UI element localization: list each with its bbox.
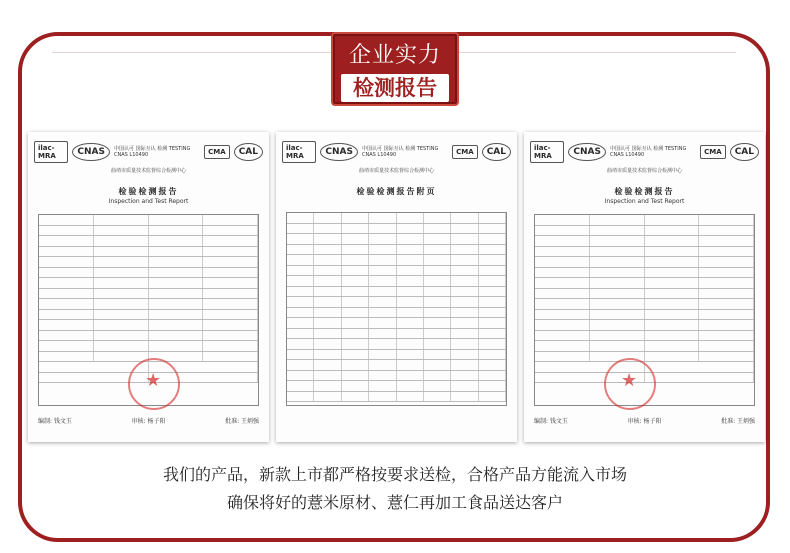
- signature-reviewed: 审核: 杨子阳: [131, 418, 166, 425]
- ilac-logo: ilac-MRA: [282, 141, 316, 163]
- caption-line-2: 确保将好的薏米原材、薏仁再加工食品送达客户: [226, 493, 563, 512]
- logo-row: [530, 138, 759, 166]
- cma-logo: CMA: [204, 145, 230, 159]
- table-row: [39, 331, 258, 342]
- table-row: [287, 276, 506, 287]
- table-row: [287, 360, 506, 371]
- table-row: [39, 299, 258, 310]
- signature-reviewed: 审核: 杨子阳: [627, 418, 662, 425]
- table-row: [287, 287, 506, 298]
- table-row: [287, 224, 506, 235]
- ilac-logo: ilac-MRA: [530, 141, 564, 163]
- lab-name: 曲靖市质量技术监督综合检测中心: [358, 168, 434, 174]
- signature-compiled: 编制: 钱文玉: [38, 418, 72, 425]
- table-row: [39, 320, 258, 331]
- report-subtitle: Inspection and Test Report: [108, 198, 189, 205]
- test-report-document-1: [28, 132, 269, 442]
- ilac-logo: ilac-MRA: [34, 141, 68, 163]
- cma-logo: CMA: [452, 145, 478, 159]
- table-row: [535, 299, 754, 310]
- table-row: [535, 215, 754, 226]
- table-row: [39, 310, 258, 321]
- table-row: [535, 352, 754, 363]
- table-row: [287, 255, 506, 266]
- table-row: [287, 234, 506, 245]
- table-row: [287, 297, 506, 308]
- table-row: [535, 289, 754, 300]
- table-row: [535, 257, 754, 268]
- signature-compiled: 编制: 钱文玉: [534, 418, 568, 425]
- signature-row: [534, 416, 755, 428]
- table-row: [39, 236, 258, 247]
- table-row: [535, 341, 754, 352]
- banner-subtitle: 检测报告: [341, 74, 449, 102]
- cnas-logo: CNAS: [72, 143, 110, 161]
- report-subtitle: Inspection and Test Report: [604, 198, 685, 205]
- report-title: 检验检测报告: [614, 187, 675, 196]
- cnas-logo: CNAS: [320, 143, 358, 161]
- table-row: [39, 226, 258, 237]
- report-title: 检验检测报告: [118, 187, 179, 196]
- report-title: 检验检测报告附页: [356, 187, 437, 196]
- table-row: [287, 381, 506, 392]
- table-row: [39, 278, 258, 289]
- table-row: [287, 392, 506, 403]
- section-banner: [331, 32, 459, 106]
- accreditation-text: 中国认可 国际互认 检测 TESTING CNAS L10490: [610, 146, 687, 158]
- table-row: [535, 247, 754, 258]
- signature-approved: 批准: 王炳强: [721, 418, 755, 425]
- signature-row: [38, 416, 259, 428]
- table-row: [287, 245, 506, 256]
- table-row: [287, 318, 506, 329]
- test-report-document-3: [524, 132, 765, 442]
- official-seal-stamp: [604, 358, 656, 410]
- banner-title: 企业实力: [348, 43, 441, 68]
- table-row: [287, 213, 506, 224]
- table-row: [535, 278, 754, 289]
- table-row: [39, 247, 258, 258]
- accreditation-text: 中国认可 国际互认 检测 TESTING CNAS L10490: [114, 146, 191, 158]
- accreditation-text: 中国认可 国际互认 检测 TESTING CNAS L10490: [362, 146, 439, 158]
- lab-name: 曲靖市质量技术监督综合检测中心: [110, 168, 186, 174]
- table-row: [287, 308, 506, 319]
- cal-logo: CAL: [234, 143, 263, 161]
- official-seal-stamp: [128, 358, 180, 410]
- table-row: [287, 339, 506, 350]
- caption-line-1: 我们的产品，新款上市都严格按要求送检，合格产品方能流入市场: [162, 465, 627, 484]
- table-row: [39, 268, 258, 279]
- test-report-document-2: [276, 132, 517, 442]
- appendix-table: [286, 212, 507, 406]
- table-row: [535, 226, 754, 237]
- table-row: [39, 215, 258, 226]
- cma-logo: CMA: [700, 145, 726, 159]
- cnas-logo: CNAS: [568, 143, 606, 161]
- table-row: [287, 329, 506, 340]
- table-row: [535, 310, 754, 321]
- table-row: [535, 320, 754, 331]
- table-row: [39, 289, 258, 300]
- cal-logo: CAL: [730, 143, 759, 161]
- signature-approved: 批准: 王炳强: [225, 418, 259, 425]
- table-row: [287, 350, 506, 361]
- table-row: [535, 268, 754, 279]
- cal-logo: CAL: [482, 143, 511, 161]
- table-row: [535, 331, 754, 342]
- table-row: [287, 266, 506, 277]
- table-row: [287, 371, 506, 382]
- logo-row: [34, 138, 263, 166]
- lab-name: 曲靖市质量技术监督综合检测中心: [606, 168, 682, 174]
- table-row: [39, 341, 258, 352]
- table-row: [535, 236, 754, 247]
- table-row: [39, 257, 258, 268]
- logo-row: [282, 138, 511, 166]
